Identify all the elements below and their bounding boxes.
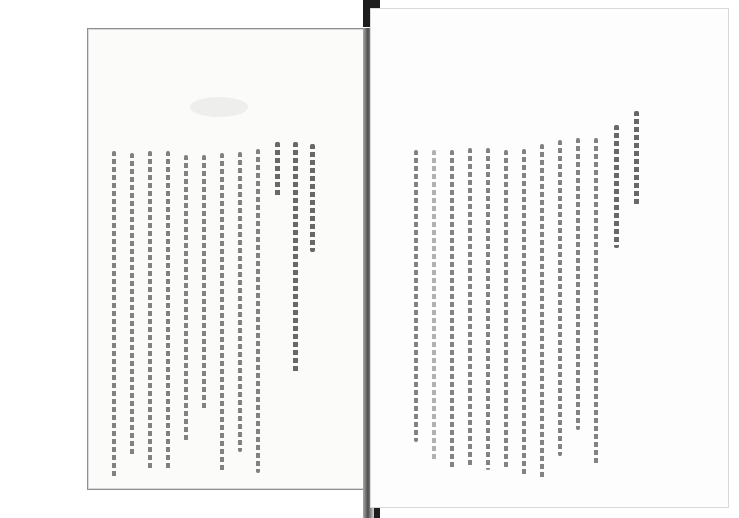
handwritten-column (256, 149, 260, 473)
handwritten-column (220, 153, 224, 473)
handwritten-column (468, 148, 472, 466)
handwritten-column (275, 142, 280, 198)
handwritten-column (558, 140, 562, 456)
left-page-text-columns (88, 29, 364, 489)
handwritten-column (594, 138, 598, 464)
handwritten-column (432, 150, 436, 462)
handwritten-column (486, 148, 490, 470)
handwritten-column (504, 150, 508, 470)
handwritten-column (614, 125, 619, 248)
handwritten-column (112, 151, 116, 477)
handwritten-column (148, 151, 152, 469)
right-page (370, 8, 729, 508)
handwritten-column (522, 149, 526, 477)
handwritten-column (166, 151, 170, 471)
handwritten-column (576, 138, 580, 430)
handwritten-column (450, 150, 454, 470)
handwritten-column (184, 155, 188, 441)
right-page-text-columns (370, 8, 729, 508)
handwritten-column (130, 153, 134, 457)
handwritten-column (634, 111, 639, 205)
handwritten-column (540, 144, 544, 480)
handwritten-column (202, 155, 206, 411)
handwritten-column (414, 150, 418, 442)
handwritten-column (293, 142, 298, 374)
left-page (87, 28, 365, 490)
handwritten-column (310, 144, 315, 252)
handwritten-column (238, 152, 242, 452)
